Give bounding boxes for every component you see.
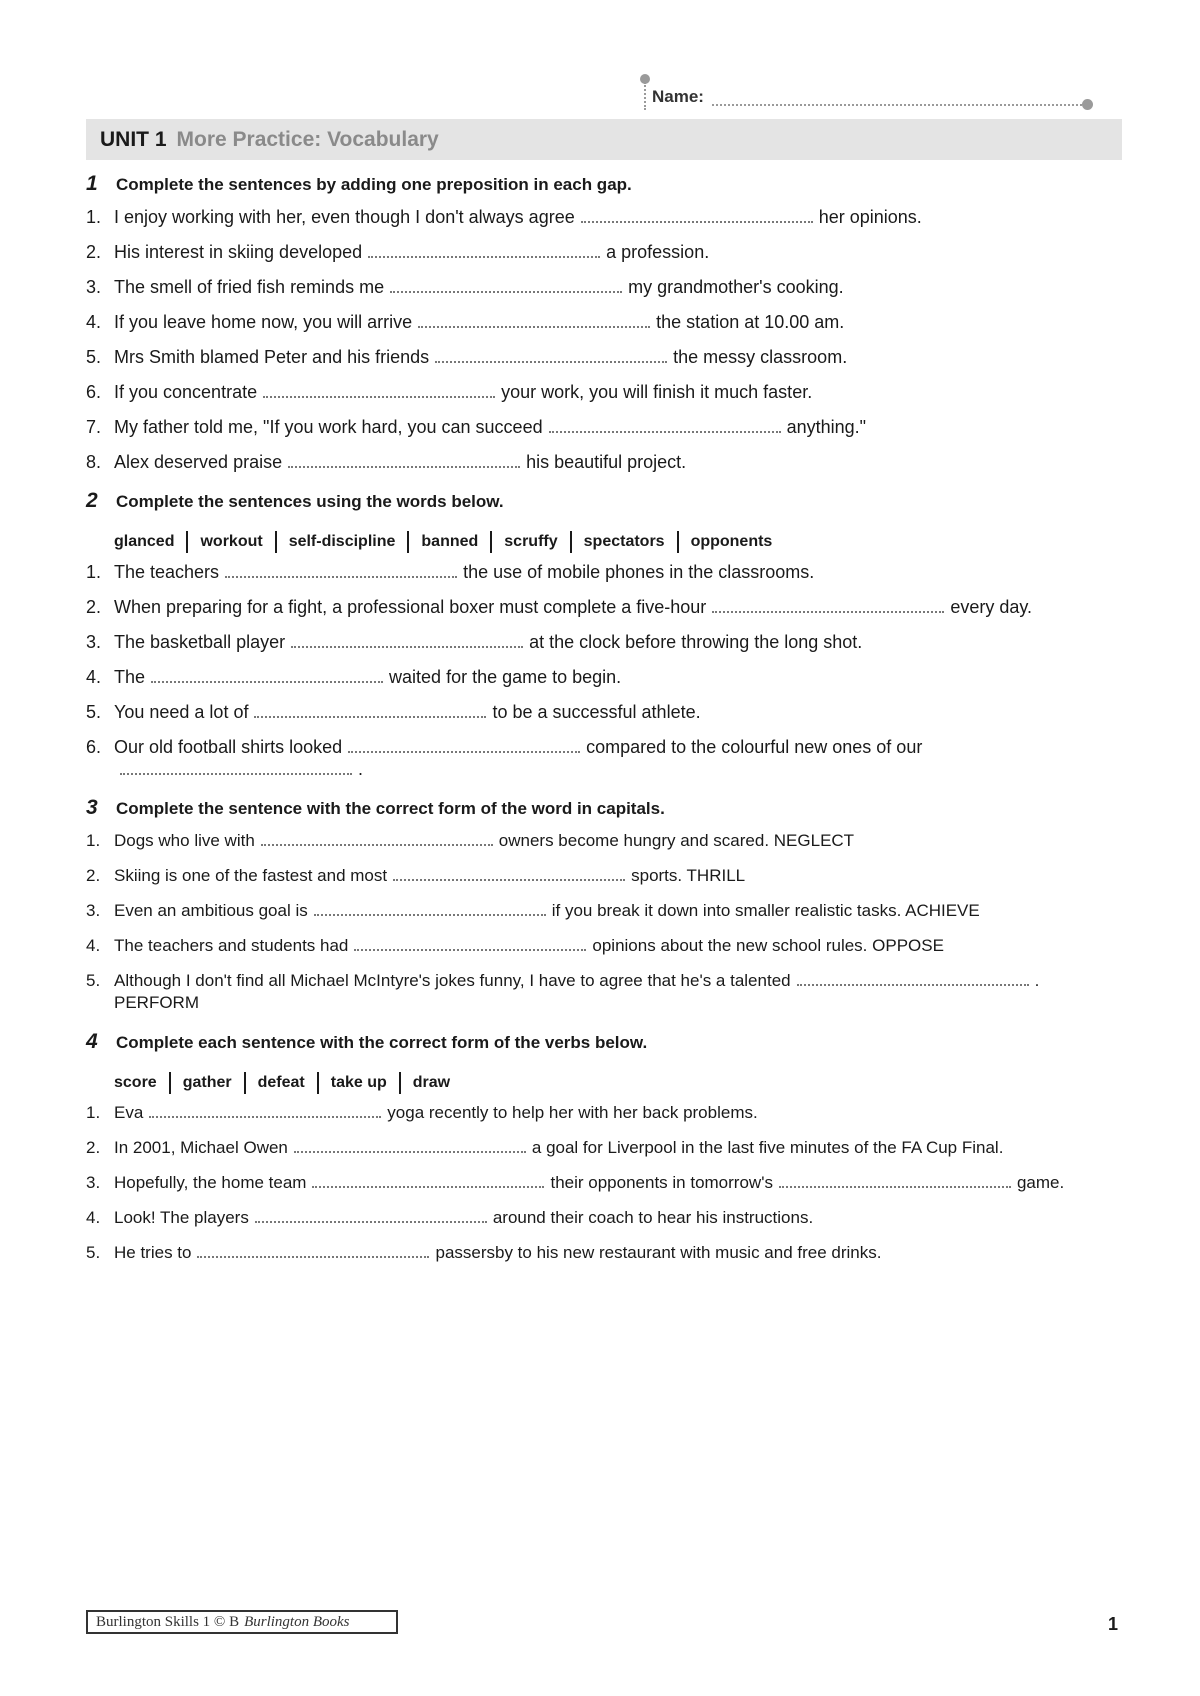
answer-gap[interactable] (368, 244, 600, 258)
answer-gap[interactable] (797, 972, 1029, 986)
answer-gap[interactable] (288, 454, 520, 468)
question-after: passersby to his new restaurant with music and free drinks. (435, 1243, 882, 1262)
publisher-name: Burlington Books (244, 1613, 350, 1630)
exercise-instruction: Complete each sentence with the correct form of the verbs below. (116, 1033, 648, 1052)
unit-header (86, 119, 1122, 160)
pin-stem (644, 82, 646, 110)
question-text (114, 451, 1122, 473)
question-before: He tries to (114, 1243, 192, 1262)
question-item (86, 1207, 1122, 1229)
question-after: anything." (786, 417, 867, 437)
exercise-number: 3 (86, 796, 98, 819)
answer-gap[interactable] (151, 669, 383, 683)
unit-label: UNIT 1 (100, 127, 167, 151)
exercise-heading (86, 489, 1122, 523)
word-bank-item: self-discipline (275, 531, 408, 553)
question-after: . (358, 759, 364, 779)
question-number: 3. (86, 632, 102, 652)
question-number: 3. (86, 277, 102, 297)
question-number: 1. (86, 831, 101, 850)
exercise-heading (86, 1030, 1122, 1064)
question-before: Even an ambitious goal is (114, 901, 308, 920)
question-after: a goal for Liverpool in the last five minutes of the FA Cup Final. (531, 1138, 1004, 1157)
question-after: the messy classroom. (673, 347, 848, 367)
question-item (86, 1102, 1122, 1124)
question-before: If you leave home now, you will arrive (114, 312, 413, 332)
page-number: 1 (1108, 1614, 1119, 1634)
question-number: 1. (86, 207, 102, 227)
question-after: sports. THRILL (631, 866, 746, 885)
question-item (86, 1172, 1122, 1194)
exercise-section (86, 1030, 1122, 1264)
question-item (86, 561, 1122, 583)
question-number: 2. (86, 866, 101, 885)
answer-gap[interactable] (149, 1104, 381, 1118)
word-bank-item: banned (407, 531, 490, 553)
word-bank-item: gather (169, 1072, 244, 1094)
exercise-section (86, 489, 1122, 780)
exercise-section (86, 172, 1122, 473)
question-item (86, 276, 1122, 298)
exercise-number: 1 (86, 172, 98, 195)
copyright-box (86, 1610, 398, 1634)
question-before: Hopefully, the home team (114, 1173, 307, 1192)
question-text (114, 736, 1122, 780)
answer-gap[interactable] (779, 1174, 1011, 1188)
question-item (86, 935, 1122, 957)
answer-gap[interactable] (197, 1244, 429, 1258)
question-before: The basketball player (114, 632, 286, 652)
question-number: 5. (86, 1243, 101, 1262)
question-before: When preparing for a fight, a professional boxer must complete a five-hour (114, 597, 707, 617)
question-text (114, 346, 1122, 368)
question-item (86, 311, 1122, 333)
question-number: 2. (86, 242, 102, 262)
answer-gap[interactable] (291, 634, 523, 648)
question-item (86, 596, 1122, 618)
answer-gap[interactable] (435, 349, 667, 363)
answer-gap[interactable] (390, 279, 622, 293)
question-after: around their coach to hear his instructions. (492, 1208, 814, 1227)
question-number: 5. (86, 702, 102, 722)
question-after: owners become hungry and scared. NEGLECT (498, 831, 855, 850)
unit-title: More Practice: Vocabulary (176, 127, 439, 151)
question-text (114, 1137, 1122, 1159)
question-text (114, 311, 1122, 333)
name-field[interactable] (640, 74, 1100, 114)
question-item (86, 1137, 1122, 1159)
name-input-line[interactable] (712, 104, 1082, 106)
question-text (114, 416, 1122, 438)
question-before: His interest in skiing developed (114, 242, 363, 262)
question-before: If you concentrate (114, 382, 258, 402)
exercise-content (86, 172, 1122, 1280)
exercise-instruction: Complete the sentences using the words below. (116, 492, 504, 511)
question-before: The smell of fried fish reminds me (114, 277, 385, 297)
answer-gap[interactable] (348, 739, 580, 753)
question-after: a profession. (606, 242, 710, 262)
question-before: Mrs Smith blamed Peter and his friends (114, 347, 430, 367)
question-text (114, 970, 1122, 1014)
answer-gap[interactable] (255, 1209, 487, 1223)
question-after: her opinions. (818, 207, 922, 227)
question-middle: compared to the colourful new ones of our (586, 737, 923, 757)
question-item (86, 830, 1122, 852)
word-bank-item: opponents (677, 531, 785, 553)
answer-gap[interactable] (120, 761, 352, 775)
question-after: yoga recently to help her with her back problems. (387, 1103, 758, 1122)
question-text (114, 666, 1122, 688)
answer-gap[interactable] (549, 419, 781, 433)
question-before: The (114, 667, 146, 687)
question-text (114, 206, 1122, 228)
exercise-instruction: Complete the sentence with the correct form of the word in capitals. (116, 799, 665, 818)
question-before: Alex deserved praise (114, 452, 283, 472)
question-number: 7. (86, 417, 102, 437)
answer-gap[interactable] (393, 867, 625, 881)
word-bank-item: scruffy (490, 531, 569, 553)
question-after: the station at 10.00 am. (656, 312, 845, 332)
word-bank (114, 1064, 1122, 1102)
question-text (114, 900, 1122, 922)
question-text (114, 1102, 1122, 1124)
answer-gap[interactable] (581, 209, 813, 223)
copyright-series: Burlington Skills 1 © B (96, 1613, 240, 1630)
question-item (86, 241, 1122, 263)
answer-gap[interactable] (312, 1174, 544, 1188)
question-number: 3. (86, 901, 101, 920)
question-before: Look! The players (114, 1208, 249, 1227)
question-item (86, 666, 1122, 688)
question-after: opinions about the new school rules. OPPOSE (592, 936, 944, 955)
name-label: Name: (652, 87, 704, 106)
word-bank-item: draw (399, 1072, 462, 1094)
question-number: 5. (86, 347, 102, 367)
word-bank-item: score (114, 1074, 157, 1091)
question-number: 4. (86, 1208, 101, 1227)
question-after: waited for the game to begin. (389, 667, 622, 687)
question-item (86, 701, 1122, 723)
question-before: In 2001, Michael Owen (114, 1138, 288, 1157)
question-before: Skiing is one of the fastest and most (114, 866, 388, 885)
question-item (86, 1242, 1122, 1264)
question-before: Our old football shirts looked (114, 737, 343, 757)
question-before: Although I don't find all Michael McIntyre's jokes funny, I have to agree that he's a talented (114, 971, 791, 990)
question-after: my grandmother's cooking. (628, 277, 844, 297)
question-item (86, 970, 1122, 1014)
question-item (86, 381, 1122, 403)
question-number: 4. (86, 936, 101, 955)
exercise-instruction: Complete the sentences by adding one preposition in each gap. (116, 175, 632, 194)
question-middle: their opponents in tomorrow's (550, 1173, 773, 1192)
question-after: if you break it down into smaller realistic tasks. ACHIEVE (551, 901, 980, 920)
exercise-number: 4 (86, 1030, 98, 1053)
question-after: the use of mobile phones in the classrooms. (463, 562, 815, 582)
question-text (114, 830, 1122, 852)
question-item (86, 206, 1122, 228)
question-before: Dogs who live with (114, 831, 255, 850)
question-number: 3. (86, 1173, 101, 1192)
word-bank-item: take up (317, 1072, 399, 1094)
question-after: every day. (950, 597, 1033, 617)
question-before: I enjoy working with her, even though I don't always agree (114, 207, 575, 227)
question-number: 4. (86, 312, 102, 332)
question-text (114, 596, 1122, 618)
question-item (86, 900, 1122, 922)
question-text (114, 381, 1122, 403)
word-bank-item: spectators (570, 531, 677, 553)
question-text (114, 935, 1122, 957)
question-before: The teachers (114, 562, 220, 582)
question-number: 8. (86, 452, 102, 472)
question-item (86, 736, 1122, 780)
question-number: 1. (86, 1103, 101, 1122)
question-number: 5. (86, 971, 101, 990)
word-bank-item: defeat (244, 1072, 317, 1094)
question-text (114, 865, 1122, 887)
question-before: Eva (114, 1103, 144, 1122)
question-number: 4. (86, 667, 102, 687)
question-number: 6. (86, 737, 102, 757)
question-text (114, 631, 1122, 653)
question-item (86, 416, 1122, 438)
answer-gap[interactable] (261, 832, 493, 846)
answer-gap[interactable] (263, 384, 495, 398)
word-bank-item: workout (186, 531, 274, 553)
question-number: 1. (86, 562, 102, 582)
question-text (114, 1172, 1122, 1194)
exercise-heading (86, 172, 1122, 206)
question-number: 2. (86, 597, 102, 617)
question-text (114, 561, 1122, 583)
question-text (114, 1207, 1122, 1229)
exercise-number: 2 (86, 489, 98, 512)
question-text (114, 701, 1122, 723)
question-after: his beautiful project. (526, 452, 687, 472)
word-bank (114, 523, 1122, 561)
answer-gap[interactable] (354, 937, 586, 951)
answer-gap[interactable] (225, 564, 457, 578)
question-after: at the clock before throwing the long shot. (529, 632, 863, 652)
question-item (86, 631, 1122, 653)
question-text (114, 1242, 1122, 1264)
question-after: game. (1016, 1173, 1065, 1192)
question-after: to be a successful athlete. (492, 702, 701, 722)
answer-gap[interactable] (294, 1139, 526, 1153)
question-number: 6. (86, 382, 102, 402)
question-before: The teachers and students had (114, 936, 349, 955)
exercise-section (86, 796, 1122, 1014)
question-before: You need a lot of (114, 702, 249, 722)
question-text (114, 276, 1122, 298)
question-text (114, 241, 1122, 263)
question-after: . PERFORM (114, 971, 1040, 1012)
question-item (86, 346, 1122, 368)
answer-gap[interactable] (418, 314, 650, 328)
question-after: your work, you will finish it much faster. (501, 382, 813, 402)
question-item (86, 451, 1122, 473)
question-item (86, 865, 1122, 887)
exercise-heading (86, 796, 1122, 830)
pin-end-icon (1082, 99, 1093, 110)
word-bank-item: glanced (114, 533, 175, 550)
answer-gap[interactable] (254, 704, 486, 718)
answer-gap[interactable] (712, 599, 944, 613)
question-number: 2. (86, 1138, 101, 1157)
answer-gap[interactable] (314, 902, 546, 916)
question-before: My father told me, "If you work hard, you can succeed (114, 417, 543, 437)
